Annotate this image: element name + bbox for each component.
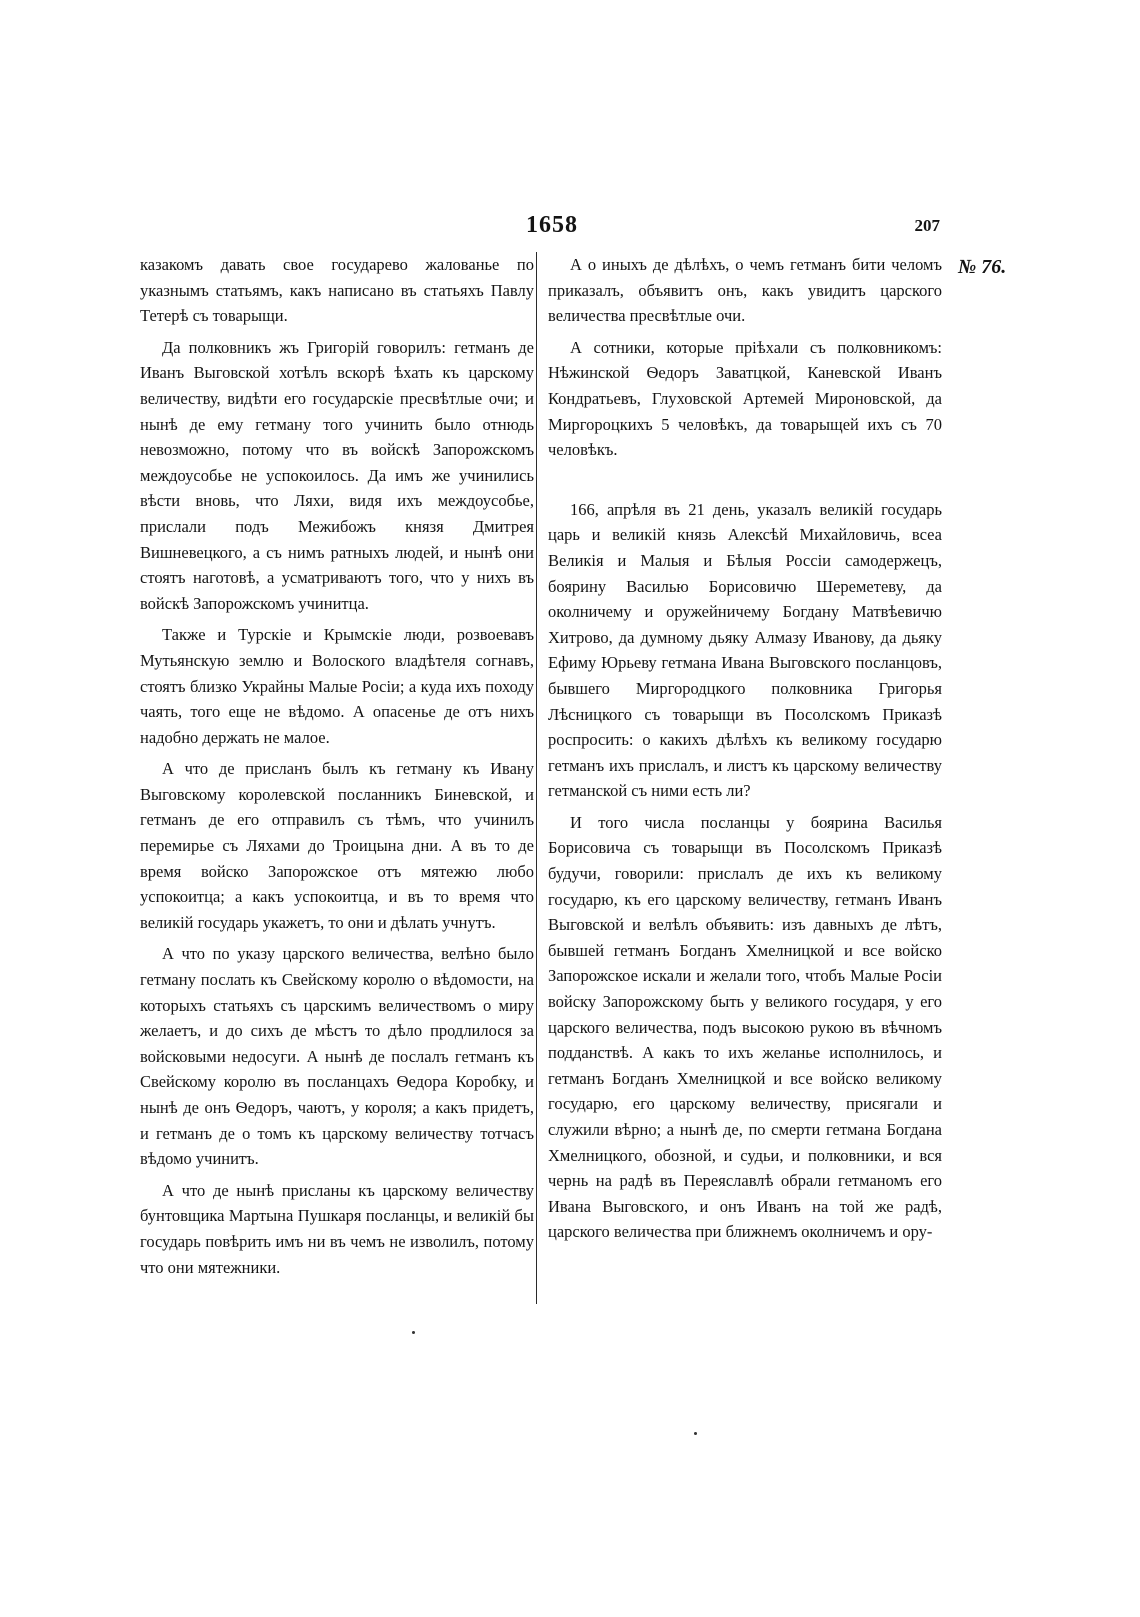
page-number: 207 (914, 216, 940, 235)
left-paragraph-5: А что по указу царского величества, велѣно было гетману послать къ Свейскому королю о вѣдомости, на которыхъ статьяхъ съ царскимъ величествомъ о миру желаетъ, и до сихъ де мѣстъ то дѣло продлилося за войсковыми недосуги. А нынѣ де послалъ гетманъ къ Свейскому королю въ посланцахъ Ѳедора Коробку, и нынѣ де онъ Ѳедоръ, чаютъ, у короля; а какъ придетъ, и гетманъ де о томъ къ царскому величеству тотчасъ вѣдомо учинитъ. (140, 944, 534, 1169)
left-paragraph-3: Также и Турскіе и Крымскіе люди, розвоевавъ Мутьянскую землю и Волоского владѣтеля согнавъ, стоятъ близко Украйны Малые Росіи; а куда ихъ походу чаять, того еще не вѣдомо. А опасенье де отъ нихъ надобно держать не малое. (140, 625, 534, 747)
document-number: № 76. (958, 256, 1007, 278)
section-gap (548, 469, 942, 497)
right-paragraph-3: 166, апрѣля въ 21 день, указалъ великій государь царь и великій князь Алексѣй Михайловичь, всеа Великія и Малыя и Бѣлыя Россіи самодержецъ, боярину Василью Борисовичю Шереметеву, да околничему и оружейничему Богдану Матвѣевичю Хитрово, да думному дьяку Алмазу Иванову, да дьяку Ефиму Юрьеву гетмана Ивана Выговского посланцовъ, бывшего Миргородцкого полковника Григорья Лѣсницкого съ товарыщи въ Посолскомъ Приказѣ роспросить: о какихъ дѣлѣхъ къ великому государю гетманъ ихъ прислалъ, и листъ къ царскому величеству гетманской съ ними есть ли? (548, 499, 942, 801)
left-paragraph-2: Да полковникъ жъ Григорій говорилъ: гетманъ де Иванъ Выговской хотѣлъ вскорѣ ѣхать къ царскому величеству, видѣти его государскіе пресвѣтлые очи; и нынѣ де ему гетману того учинить было отнюдь невозможно, потому что въ войскѣ Запорожскомъ междоусобье не успокоилось. Да имъ же учинились вѣсти вновь, что Ляхи, видя ихъ междоусобье, прислали подъ Межибожъ князя Дмитрея Вишневецкого, а съ нимъ ратныхъ людей, и нынѣ они стоятъ наготовѣ, а усматриваютъ того, что у нихъ въ войскѣ Запорожскомъ учинитца. (140, 337, 534, 613)
left-paragraph-1: казакомъ давать свое государево жалованье по указнымъ статьямъ, какъ написано въ статьяхъ Павлу Тетерѣ съ товарыщи. (140, 255, 534, 326)
print-speck (412, 1331, 415, 1334)
left-column (140, 252, 534, 1286)
right-paragraph-4: И того числа посланцы у боярина Василья Борисовича съ товарыщи въ Посолскомъ Приказѣ будучи, говорили: прислалъ де ихъ къ великому государю, къ его царскому величеству, гетманъ Иванъ Выговской и велѣлъ объявить: изъ давныхъ де лѣтъ, бывшей гетманъ Богданъ Хмелницкой и все войско Запорожское искали и желали того, чтобъ Малые Росіи войску Запорожскому быть у великого государя, у его царского величества, подъ высокою рукою въ вѣчномъ подданствѣ. А какъ то ихъ желанье исполнилось, и гетманъ Богданъ Хмелницкой и все войско великому государю, его царскому величеству, присягали и служили вѣрно; а нынѣ де, по смерти гетмана Богдана Хмелницкого, обозной, и судьи, и полковники, и вся чернь на радѣ въ Переяславлѣ обрали гетманомъ его Ивана Выговского, и онъ Иванъ на той же радѣ, царского величества при ближнемъ околничемъ и ору- (548, 812, 942, 1242)
print-speck (694, 1432, 697, 1435)
right-paragraph-2: А сотники, которые пріѣхали съ полковникомъ: Нѣжинской Ѳедоръ Заватцкой, Каневской Иванъ Кондратьевъ, Глуховской Артемей Мироновской, да Миргороцкихъ 5 человѣкъ, да товарыщей ихъ съ 70 человѣкъ. (548, 337, 942, 460)
left-paragraph-6: А что де нынѣ присланы къ царскому величеству бунтовщика Мартына Пушкаря посланцы, и великій бы государь повѣрить имъ ни въ чемъ не изволилъ, потому что они мятежники. (140, 1180, 534, 1277)
left-paragraph-4: А что де присланъ былъ къ гетману къ Ивану Выговскому королевской посланникъ Биневской, и гетманъ де его отправилъ съ тѣмъ, что учинилъ перемирье съ Ляхами до Троицына дни. А въ то де время войско Запорожское отъ мятежю любо успокоитца; а какъ успокоитца, и въ то время что великій государь укажетъ, то они и дѣлать учнутъ. (140, 759, 534, 932)
column-divider (536, 252, 537, 1304)
page-year: 1658 (526, 212, 578, 238)
right-paragraph-1: А о иныхъ де дѣлѣхъ, о чемъ гетманъ бити челомъ приказалъ, объявитъ онъ, какъ увидитъ царского величества пресвѣтлые очи. (548, 255, 942, 326)
right-column (548, 252, 942, 1251)
